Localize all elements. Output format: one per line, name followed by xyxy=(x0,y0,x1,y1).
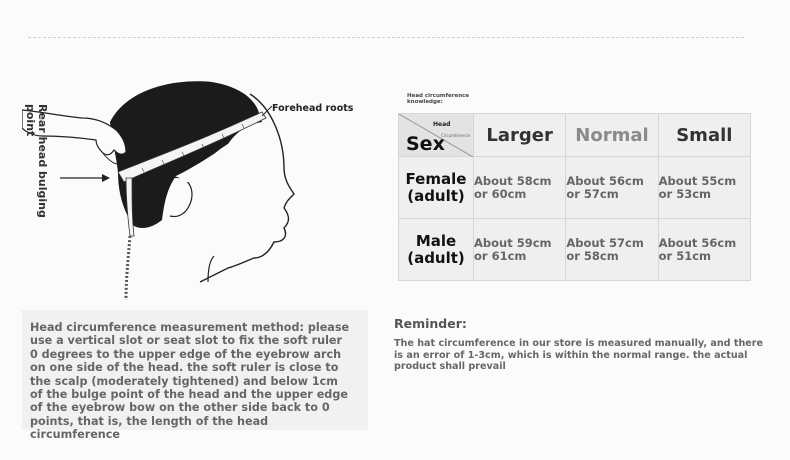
measurement-method-panel xyxy=(22,310,368,442)
row-label-line2: (adult) xyxy=(407,186,465,205)
cell-male-small: About 56cm or 51cm xyxy=(658,219,750,281)
row-label-line1: Male xyxy=(415,231,457,250)
table-header-row xyxy=(399,114,751,157)
header-small: Small xyxy=(658,114,750,157)
corner-circumference-label: Circumference xyxy=(441,133,471,138)
cell-male-normal: About 57cm or 58cm xyxy=(566,219,658,281)
reminder-title: Reminder: xyxy=(394,316,467,331)
header-normal: Normal xyxy=(566,114,658,157)
corner-sex-label: Sex xyxy=(406,133,445,155)
head-measurement-illustration xyxy=(22,60,382,310)
cell-female-normal: About 56cm or 57cm xyxy=(566,157,658,219)
rear-head-label xyxy=(22,104,62,224)
row-label-male xyxy=(399,219,474,281)
top-divider xyxy=(28,37,744,38)
cell-female-larger: About 58cm or 60cm xyxy=(474,157,566,219)
measurement-method-text: Head circumference measurement method: please use a vertical slot or seat slot to fix the soft ruler 0 degrees to the upper edge of the eyebrow arch on one side of the head. the soft ruler is close to the scalp (moderately tightened) and below 1cm of the bulge point of the head and the upper edge of the eyebrow bow on the other side back to 0 points, that is, the length of the head circumference xyxy=(30,321,350,442)
size-table xyxy=(398,113,751,281)
knowledge-label: Head circumference knowledge: xyxy=(407,93,470,105)
row-label-line1: Female xyxy=(405,169,467,188)
rear-head-label-line2: point xyxy=(24,104,37,137)
row-label-female xyxy=(399,157,474,219)
header-larger: Larger xyxy=(474,114,566,157)
cell-female-small: About 55cm or 53cm xyxy=(658,157,750,219)
corner-head-label: Head xyxy=(433,121,451,128)
table-row xyxy=(399,157,751,219)
table-corner-cell xyxy=(399,114,474,157)
row-label-line2: (adult) xyxy=(407,248,465,267)
forehead-label: Forehead roots xyxy=(272,103,354,114)
rear-head-label-line1: Rear head bulging xyxy=(36,104,49,218)
table-row xyxy=(399,219,751,281)
reminder-text: The hat circumference in our store is measured manually, and there is an error of 1-3cm, which is within the normal range. the actual product shall prevail xyxy=(394,338,764,372)
cell-male-larger: About 59cm or 61cm xyxy=(474,219,566,281)
